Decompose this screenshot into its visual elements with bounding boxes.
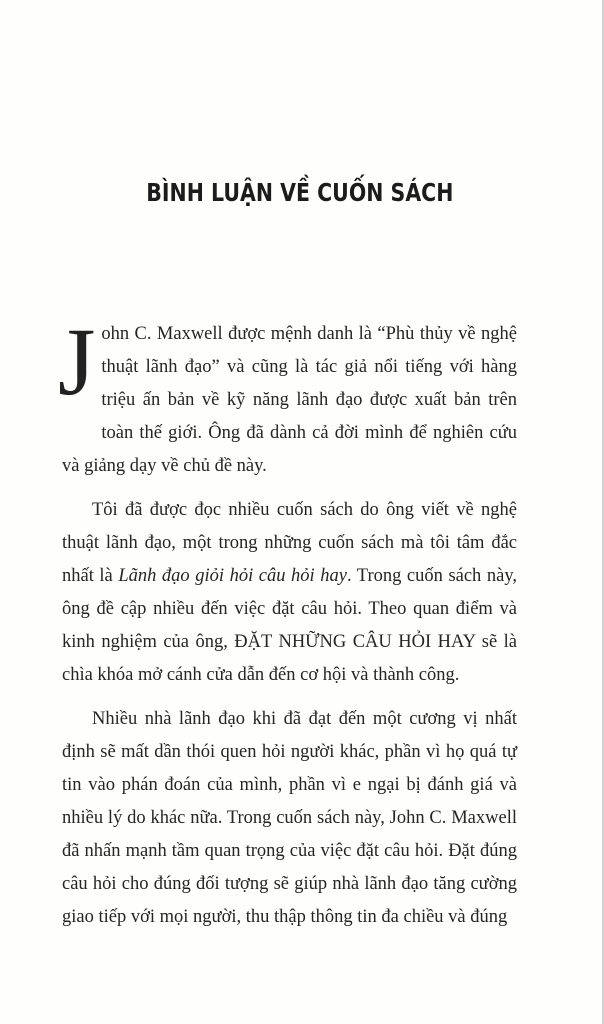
paragraph-3 bbox=[62, 703, 517, 934]
body-text bbox=[58, 308, 518, 945]
paragraph-3-text: Nhiều nhà lãnh đạo khi đã đạt đến một cương vị nhất định sẽ mất dần thói quen hỏi người khác, phần vì họ quá tự tin vào phán đoán của mình, phần vì e ngại bị đánh giá và nhiều lý do khác nữa. Trong cuốn sách này, John C. Maxwell đã nhấn mạnh tầm quan trọng của việc đặt câu hỏi. Đặt đúng câu hỏi cho đúng đối tượng sẽ giúp nhà lãnh đạo tăng cường giao tiếp với mọi người, thu thập thông tin đa chiều và đúng bbox=[62, 709, 517, 927]
paragraph-1 bbox=[58, 308, 517, 483]
paragraph-2-after: . Trong cuốn sách này, ông đề cập nhiều đến việc đặt câu hỏi. Theo quan điểm và kinh nghiệm của ông, ĐẶT NHỮNG CÂU HỎI HAY sẽ là chìa khóa mở cánh cửa dẫn đến cơ hội và thành công. bbox=[62, 566, 518, 685]
paragraph-1-text: ohn C. Maxwell được mệnh danh là “Phù thủy về nghệ thuật lãnh đạo” và cũng là tác giả nổi tiếng với hàng triệu ấn bản về kỹ năng lãnh đạo được xuất bản trên toàn thế giới. Ông đã dành cả đời mình để nghiên cứu và giảng dạy về chủ đề này. bbox=[62, 324, 517, 476]
page-title: BÌNH LUẬN VỀ CUỐN SÁCH bbox=[146, 178, 454, 207]
paragraph-2-before: Tôi đã được đọc nhiều cuốn sách do ông viết về nghệ thuật lãnh đạo, một trong những cuốn sách mà tôi tâm đắc nhất là bbox=[62, 500, 517, 586]
drop-cap: J bbox=[58, 308, 96, 415]
paragraph-2 bbox=[62, 494, 517, 692]
book-title: Lãnh đạo giỏi hỏi câu hỏi hay bbox=[118, 566, 347, 586]
